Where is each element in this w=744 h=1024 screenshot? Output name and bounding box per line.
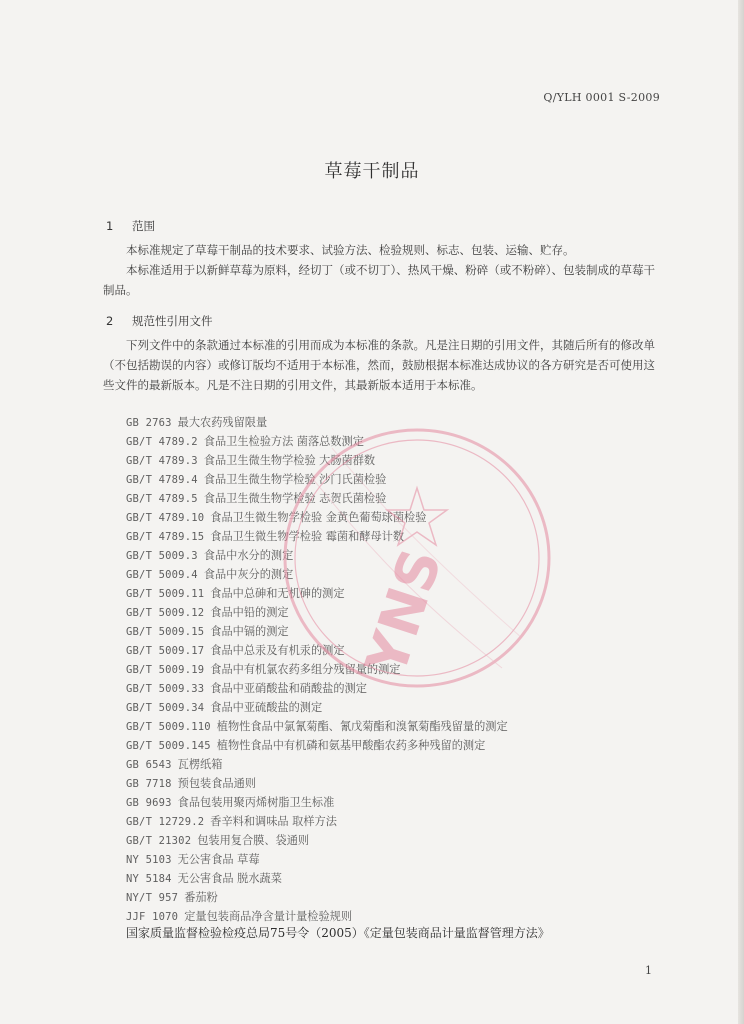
reference-item: [126, 508, 508, 527]
reference-title: 食品中总汞及有机汞的测定: [210, 644, 345, 657]
reference-item: [126, 755, 508, 774]
reference-item: [126, 888, 508, 907]
reference-title: 瓦楞纸箱: [177, 758, 223, 771]
section-1-number: 1: [106, 219, 114, 233]
reference-item: [126, 584, 508, 603]
reference-item: [126, 698, 508, 717]
section-2-number: 2: [106, 314, 114, 328]
reference-title: 食品卫生检验方法 菌落总数测定: [203, 435, 364, 448]
reference-item: [126, 546, 508, 565]
seal-text: YNS: [353, 541, 456, 684]
document-code: Q/YLH 0001 S-2009: [543, 91, 660, 104]
reference-title: 定量包装商品净含量计量检验规则: [184, 910, 353, 923]
reference-code: GB 2763: [126, 417, 172, 429]
section-2-title: 规范性引用文件: [132, 314, 213, 328]
reference-list: [126, 413, 508, 926]
reference-code: NY/T 957: [126, 892, 179, 904]
reference-item: [126, 432, 508, 451]
scope-paragraph-1: 本标准规定了草莓干制品的技术要求、试验方法、检验规则、标志、包装、运输、贮存。: [126, 243, 575, 257]
reference-item: [126, 869, 508, 888]
reference-title: 食品卫生微生物学检验 金黄色葡萄球菌检验: [210, 511, 427, 524]
reference-code: GB/T 5009.19: [126, 664, 205, 676]
reference-code: GB/T 5009.33: [126, 683, 205, 695]
reference-title: 食品中总砷和无机砷的测定: [210, 587, 345, 600]
reference-title: 食品包装用聚丙烯树脂卫生标准: [177, 796, 335, 809]
reference-code: GB/T 5009.3: [126, 550, 198, 562]
reference-code: GB/T 5009.12: [126, 607, 205, 619]
reference-item: [126, 489, 508, 508]
page-edge: [738, 0, 744, 1024]
reference-code: GB/T 4789.2: [126, 436, 198, 448]
reference-title: 最大农药残留限量: [177, 416, 268, 429]
reference-code: GB 9693: [126, 797, 172, 809]
reference-title: 植物性食品中氯氰菊酯、氰戊菊酯和溴氰菊酯残留量的测定: [216, 720, 508, 733]
reference-title: 食品中水分的测定: [203, 549, 294, 562]
reference-code: GB/T 5009.145: [126, 740, 211, 752]
section-1-heading: [106, 218, 155, 234]
reference-code: NY 5103: [126, 854, 172, 866]
section-2-heading: [106, 313, 213, 329]
page-number: 1: [645, 964, 652, 977]
reference-item: [126, 413, 508, 432]
reference-title: 包装用复合膜、袋通则: [197, 834, 310, 847]
reference-item: [126, 736, 508, 755]
regulation-reference: 国家质量监督检验检疫总局75号令（2005）《定量包装商品计量监督管理方法》: [126, 926, 550, 940]
reference-code: GB/T 5009.4: [126, 569, 198, 581]
reference-item: [126, 774, 508, 793]
reference-code: GB 6543: [126, 759, 172, 771]
reference-title: 预包装食品通则: [177, 777, 256, 790]
reference-title: 食品中亚硫酸盐的测定: [210, 701, 323, 714]
page-title: 草莓干制品: [324, 161, 420, 182]
reference-code: GB/T 4789.15: [126, 531, 205, 543]
reference-title: 食品中灰分的测定: [203, 568, 294, 581]
reference-title: 食品中亚硝酸盐和硝酸盐的测定: [210, 682, 367, 695]
reference-title: 无公害食品 脱水蔬菜: [177, 872, 282, 885]
reference-title: 食品卫生微生物学检验 志贺氏菌检验: [203, 492, 387, 505]
reference-item: [126, 527, 508, 546]
reference-title: 植物性食品中有机磷和氨基甲酸酯农药多种残留的测定: [216, 739, 486, 752]
reference-title: 食品卫生微生物学检验 沙门氏菌检验: [203, 473, 387, 486]
reference-item: [126, 603, 508, 622]
reference-code: GB/T 21302: [126, 835, 192, 847]
reference-code: GB/T 5009.110: [126, 721, 211, 733]
reference-title: 无公害食品 草莓: [177, 853, 260, 866]
reference-code: GB 7718: [126, 778, 172, 790]
reference-title: 食品卫生微生物学检验 大肠菌群数: [203, 454, 376, 467]
reference-item: [126, 679, 508, 698]
reference-code: GB/T 12729.2: [126, 816, 205, 828]
reference-item: [126, 812, 508, 831]
reference-title: 香辛料和调味品 取样方法: [210, 815, 337, 828]
reference-item: [126, 660, 508, 679]
reference-code: GB/T 4789.5: [126, 493, 198, 505]
reference-item: [126, 451, 508, 470]
reference-item: [126, 565, 508, 584]
reference-code: GB/T 4789.10: [126, 512, 205, 524]
reference-title: 番茄粉: [184, 891, 218, 904]
reference-item: [126, 793, 508, 812]
section-1-title: 范围: [132, 219, 155, 233]
reference-item: [126, 641, 508, 660]
reference-code: JJF 1070: [126, 911, 179, 923]
reference-item: [126, 717, 508, 736]
reference-item: [126, 622, 508, 641]
reference-title: 食品中铅的测定: [210, 606, 289, 619]
reference-code: GB/T 5009.15: [126, 626, 205, 638]
reference-item: [126, 850, 508, 869]
reference-item: [126, 470, 508, 489]
reference-code: NY 5184: [126, 873, 172, 885]
normative-references-paragraph: 下列文件中的条款通过本标准的引用而成为本标准的条款。凡是注日期的引用文件，其随后所有的修改单（不包括勘误的内容）或修订版均不适用于本标准，然而，鼓励根据本标准达成协议的各方研究是否可使用这些文件的最新版本。凡是不注日期的引用文件，其最新版本适用于本标准。: [103, 338, 655, 392]
reference-code: GB/T 5009.34: [126, 702, 205, 714]
reference-code: GB/T 4789.4: [126, 474, 198, 486]
reference-title: 食品中镉的测定: [210, 625, 289, 638]
reference-code: GB/T 4789.3: [126, 455, 198, 467]
reference-title: 食品卫生微生物学检验 霉菌和酵母计数: [210, 530, 405, 543]
reference-code: GB/T 5009.11: [126, 588, 205, 600]
reference-title: 食品中有机氯农药多组分残留量的测定: [210, 663, 401, 676]
reference-code: GB/T 5009.17: [126, 645, 205, 657]
reference-item: [126, 831, 508, 850]
scope-paragraph-2: 本标准适用于以新鲜草莓为原料，经切丁（或不切丁）、热风干燥、粉碎（或不粉碎）、包装制成的草莓干制品。: [103, 263, 655, 297]
